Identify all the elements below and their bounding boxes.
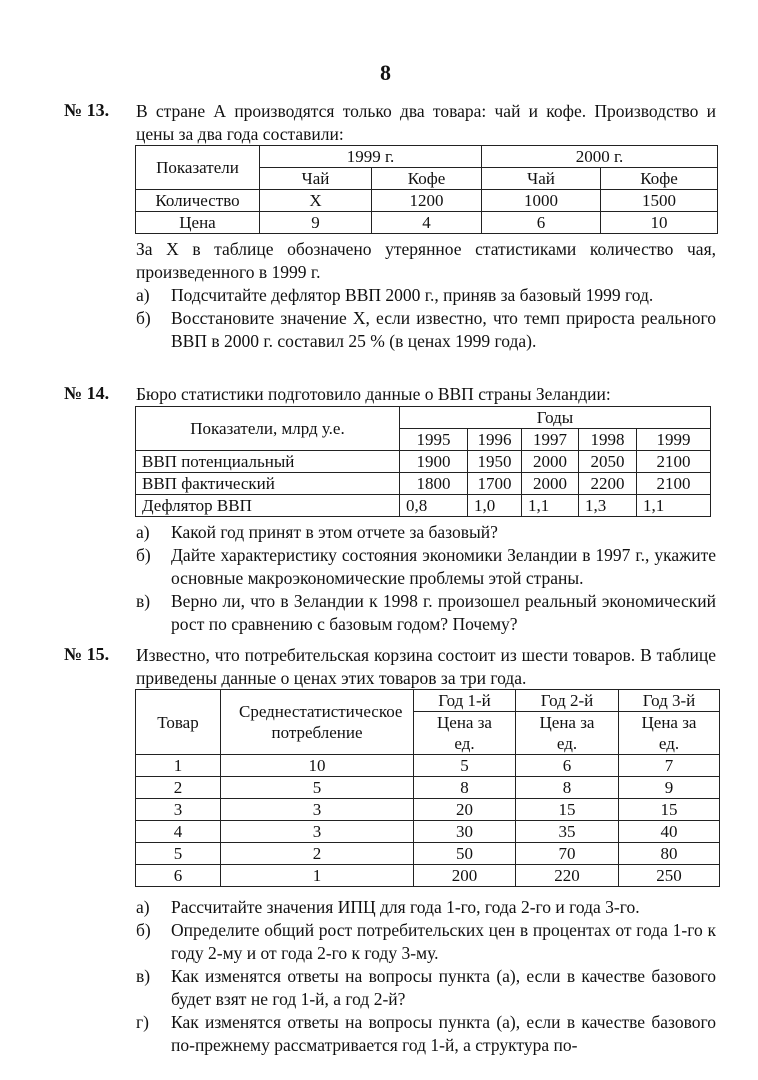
- cell: 6: [482, 212, 601, 234]
- header-year: 1998: [579, 429, 637, 451]
- header-year: 1995: [400, 429, 468, 451]
- question: [136, 590, 716, 636]
- row-label: ВВП фактический: [136, 473, 400, 495]
- cell: 2000: [522, 473, 579, 495]
- table-row: [136, 190, 718, 212]
- header-year: Год 2-й: [516, 690, 619, 712]
- cell: 1200: [372, 190, 482, 212]
- row-label: ВВП потенциальный: [136, 451, 400, 473]
- cell: 4: [136, 821, 221, 843]
- cell: 10: [601, 212, 718, 234]
- question: [136, 307, 716, 353]
- problem-13-questions: [136, 284, 716, 353]
- cell: 1,1: [637, 495, 711, 517]
- problem-13-number: № 13.: [64, 100, 110, 120]
- question-text: Подсчитайте дефлятор ВВП 2000 г., приняв за базовый 1999 год.: [171, 285, 654, 305]
- cell: 6: [136, 865, 221, 887]
- cell: 1950: [468, 451, 522, 473]
- cell: 4: [372, 212, 482, 234]
- cell: 5: [136, 843, 221, 865]
- cell: 1700: [468, 473, 522, 495]
- header-good: Товар: [136, 690, 221, 755]
- question-label: в): [136, 591, 151, 611]
- cell: 2100: [637, 473, 711, 495]
- problem-15-number: № 15.: [64, 644, 110, 664]
- cell: 5: [221, 777, 414, 799]
- cell: 80: [619, 843, 720, 865]
- problem-15-intro: Известно, что потребительская корзина состоит из шести товаров. В таблице приведены данные о ценах этих товаров за три года.: [136, 645, 716, 688]
- cell: 9: [619, 777, 720, 799]
- header-year: Год 1-й: [414, 690, 516, 712]
- problem-13-table: [135, 145, 718, 234]
- table-row: [136, 495, 711, 517]
- question-text: Какой год принят в этом отчете за базовый?: [171, 522, 498, 542]
- header-year: 1999: [637, 429, 711, 451]
- table-row: [136, 473, 711, 495]
- problem-13-intro: В стране А производятся только два товара: чай и кофе. Производство и цены за два года составили:: [136, 101, 716, 144]
- header-year: 1996: [468, 429, 522, 451]
- cell: 2200: [579, 473, 637, 495]
- question: [136, 965, 716, 1011]
- cell: 1,1: [522, 495, 579, 517]
- header-year: 1997: [522, 429, 579, 451]
- header-price: Цена за ед.: [414, 712, 516, 755]
- cell: 3: [221, 799, 414, 821]
- cell: 3: [221, 821, 414, 843]
- cell: 8: [516, 777, 619, 799]
- problem-14-table: [135, 406, 711, 517]
- header-price: Цена за ед.: [619, 712, 720, 755]
- question: [136, 919, 716, 965]
- cell: 1500: [601, 190, 718, 212]
- cell: 1000: [482, 190, 601, 212]
- cell: 1: [221, 865, 414, 887]
- header-years-group: Годы: [400, 407, 711, 429]
- question: [136, 1011, 716, 1057]
- cell: 1800: [400, 473, 468, 495]
- cell: 2: [136, 777, 221, 799]
- cell: 7: [619, 755, 720, 777]
- cell: 35: [516, 821, 619, 843]
- table-row: [136, 843, 720, 865]
- question-text: Как изменятся ответы на вопросы пункта (а), если в качестве базового будет взят не год 1-й, а год 2-й?: [171, 966, 716, 1009]
- question-text: Дайте характеристику состояния экономики Зеландии в 1997 г., укажите основные макроэкономические проблемы этой страны.: [171, 545, 716, 588]
- question-label: г): [136, 1012, 150, 1032]
- header-year: 1999 г.: [260, 146, 482, 168]
- cell: 5: [414, 755, 516, 777]
- cell: 70: [516, 843, 619, 865]
- header-good: Кофе: [372, 168, 482, 190]
- cell: 0,8: [400, 495, 468, 517]
- question-text: Определите общий рост потребительских цен в процентах от года 1-го к году 2-му и от года 2-го к году 3-му.: [171, 920, 716, 963]
- cell: 50: [414, 843, 516, 865]
- question-label: в): [136, 966, 151, 986]
- cell: 3: [136, 799, 221, 821]
- cell: 220: [516, 865, 619, 887]
- cell: 40: [619, 821, 720, 843]
- header-good: Чай: [482, 168, 601, 190]
- cell: 250: [619, 865, 720, 887]
- cell: 9: [260, 212, 372, 234]
- problem-15-questions: [136, 896, 716, 1057]
- question: [136, 521, 716, 544]
- header-indicators: Показатели, млрд у.е.: [136, 407, 400, 451]
- cell: 1,0: [468, 495, 522, 517]
- question: [136, 896, 716, 919]
- question-label: а): [136, 897, 150, 917]
- header-consumption: Среднестатистическое потребление: [221, 690, 414, 755]
- cell: 2: [221, 843, 414, 865]
- question-label: а): [136, 522, 150, 542]
- question: [136, 544, 716, 590]
- row-label: Количество: [136, 190, 260, 212]
- table-row: [136, 451, 711, 473]
- cell: 2100: [637, 451, 711, 473]
- header-year: 2000 г.: [482, 146, 718, 168]
- header-year: Год 3-й: [619, 690, 720, 712]
- cell: 1900: [400, 451, 468, 473]
- cell: 15: [619, 799, 720, 821]
- problem-13-note: За X в таблице обозначено утерянное статистиками количество чая, произведенного в 1999 г.: [136, 239, 716, 282]
- cell: X: [260, 190, 372, 212]
- question-label: б): [136, 308, 151, 328]
- header-good: Чай: [260, 168, 372, 190]
- page-number: 8: [380, 60, 391, 85]
- cell: 20: [414, 799, 516, 821]
- cell: 200: [414, 865, 516, 887]
- row-label: Цена: [136, 212, 260, 234]
- problem-15-table: [135, 689, 720, 887]
- header-price: Цена за ед.: [516, 712, 619, 755]
- question-text: Верно ли, что в Зеландии к 1998 г. произошел реальный экономический рост по сравнению с базовым годом? Почему?: [171, 591, 716, 634]
- cell: 15: [516, 799, 619, 821]
- cell: 6: [516, 755, 619, 777]
- question-text: Как изменятся ответы на вопросы пункта (а), если в качестве базового по-прежнему рассматривается год 1-й, а структура по-: [171, 1012, 716, 1055]
- cell: 1: [136, 755, 221, 777]
- question: [136, 284, 716, 307]
- cell: 2000: [522, 451, 579, 473]
- question-text: Восстановите значение X, если известно, что темп прироста реального ВВП в 2000 г. составил 25 % (в ценах 1999 года).: [171, 308, 716, 351]
- header-indicators: Показатели: [136, 146, 260, 190]
- cell: 30: [414, 821, 516, 843]
- table-row: [136, 821, 720, 843]
- table-row: [136, 212, 718, 234]
- cell: 8: [414, 777, 516, 799]
- problem-14-number: № 14.: [64, 383, 110, 403]
- problem-14-questions: [136, 521, 716, 636]
- cell: 10: [221, 755, 414, 777]
- table-row: [136, 777, 720, 799]
- header-good: Кофе: [601, 168, 718, 190]
- table-row: [136, 755, 720, 777]
- question-label: а): [136, 285, 150, 305]
- problem-14-intro: Бюро статистики подготовило данные о ВВП страны Зеландии:: [136, 384, 611, 404]
- question-label: б): [136, 545, 151, 565]
- table-row: [136, 865, 720, 887]
- cell: 2050: [579, 451, 637, 473]
- row-label: Дефлятор ВВП: [136, 495, 400, 517]
- cell: 1,3: [579, 495, 637, 517]
- table-row: [136, 799, 720, 821]
- question-label: б): [136, 920, 151, 940]
- question-text: Рассчитайте значения ИПЦ для года 1-го, года 2-го и года 3-го.: [171, 897, 640, 917]
